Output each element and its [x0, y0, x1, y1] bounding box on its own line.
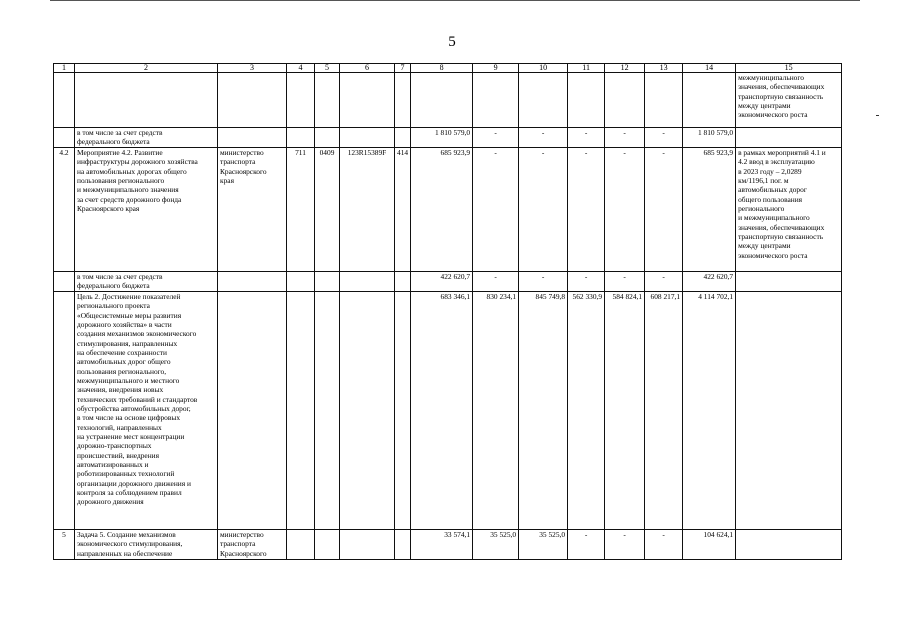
page-number: 5 — [448, 34, 456, 50]
code-cell — [315, 530, 340, 560]
amount-cell: - — [568, 530, 605, 560]
amount-cell: - — [519, 272, 568, 292]
amount-cell — [605, 73, 645, 128]
total-cell: 104 624,1 — [683, 530, 736, 560]
table-row — [54, 272, 842, 292]
description-cell — [75, 73, 218, 128]
amount-cell: 33 574,1 — [411, 530, 473, 560]
result-cell — [736, 530, 842, 560]
column-number: 10 — [519, 64, 568, 73]
amount-cell: 845 749,8 — [519, 292, 568, 530]
code-cell — [340, 272, 395, 292]
scan-artifact-mark — [876, 115, 879, 116]
row-number-cell — [54, 73, 75, 128]
code-cell — [315, 272, 340, 292]
column-number: 11 — [568, 64, 605, 73]
code-cell — [287, 272, 315, 292]
executor-cell — [218, 272, 287, 292]
amount-cell: 608 217,1 — [645, 292, 683, 530]
amount-cell: - — [568, 272, 605, 292]
amount-cell — [568, 73, 605, 128]
code-cell — [287, 530, 315, 560]
executor-cell: министерство транспорта Красноярского — [218, 530, 287, 560]
code-cell — [395, 530, 411, 560]
code-cell: 711 — [287, 148, 315, 272]
amount-cell: - — [645, 128, 683, 148]
column-number: 14 — [683, 64, 736, 73]
amount-cell — [411, 73, 473, 128]
amount-cell — [473, 73, 519, 128]
code-cell — [395, 128, 411, 148]
table-row — [54, 148, 842, 272]
column-number: 4 — [287, 64, 315, 73]
code-cell: 414 — [395, 148, 411, 272]
amount-cell: - — [645, 148, 683, 272]
column-number: 9 — [473, 64, 519, 73]
executor-cell — [218, 128, 287, 148]
column-number: 8 — [411, 64, 473, 73]
executor-cell — [218, 292, 287, 530]
amount-cell: 584 824,1 — [605, 292, 645, 530]
description-cell: в том числе за счет средств федерального бюджета — [75, 128, 218, 148]
program-activities-table — [53, 63, 842, 560]
column-number: 6 — [340, 64, 395, 73]
amount-cell: 830 234,1 — [473, 292, 519, 530]
total-cell: 4 114 702,1 — [683, 292, 736, 530]
amount-cell: 562 330,9 — [568, 292, 605, 530]
code-cell — [315, 292, 340, 530]
result-cell — [736, 128, 842, 148]
total-cell: 1 810 579,0 — [683, 128, 736, 148]
amount-cell: - — [519, 148, 568, 272]
amount-cell: - — [568, 148, 605, 272]
description-cell: Задача 5. Создание механизмов экономического стимулирования, направленных на обеспечение — [75, 530, 218, 560]
result-cell: межмуниципального значения, обеспечивающих транспортную связанность между центрами экономического роста — [736, 73, 842, 128]
column-number: 5 — [315, 64, 340, 73]
amount-cell: - — [519, 128, 568, 148]
amount-cell: - — [605, 272, 645, 292]
code-cell — [340, 128, 395, 148]
code-cell: 0409 — [315, 148, 340, 272]
code-cell — [287, 128, 315, 148]
total-cell: 685 923,9 — [683, 148, 736, 272]
amount-cell: - — [645, 272, 683, 292]
code-cell — [315, 128, 340, 148]
row-number-cell — [54, 272, 75, 292]
table-row — [54, 128, 842, 148]
result-cell — [736, 272, 842, 292]
code-cell: 123R15389F — [340, 148, 395, 272]
result-cell: в рамках мероприятий 4.1 и 4.2 ввод в эксплуатацию в 2023 году – 2,0289 км/1196,1 пог. м автомобильных дорог общего пользования регионального и межмуниципального значения, обеспечивающих транспортную связанность между центрами экономического роста — [736, 148, 842, 272]
amount-cell: 685 923,9 — [411, 148, 473, 272]
code-cell — [315, 73, 340, 128]
column-number-row — [54, 64, 842, 73]
column-number: 7 — [395, 64, 411, 73]
column-number: 3 — [218, 64, 287, 73]
amount-cell: - — [605, 128, 645, 148]
code-cell — [340, 292, 395, 530]
description-cell: в том числе за счет средств федерального бюджета — [75, 272, 218, 292]
executor-cell — [218, 73, 287, 128]
amount-cell — [645, 73, 683, 128]
column-number: 15 — [736, 64, 842, 73]
amount-cell: 1 810 579,0 — [411, 128, 473, 148]
amount-cell: - — [605, 530, 645, 560]
row-number-cell: 4.2 — [54, 148, 75, 272]
code-cell — [395, 292, 411, 530]
code-cell — [395, 272, 411, 292]
column-number: 2 — [75, 64, 218, 73]
amount-cell — [519, 73, 568, 128]
amount-cell: 422 620,7 — [411, 272, 473, 292]
column-number: 1 — [54, 64, 75, 73]
row-number-cell: 5 — [54, 530, 75, 560]
amount-cell: 35 525,0 — [473, 530, 519, 560]
total-cell: 422 620,7 — [683, 272, 736, 292]
executor-cell: министерство транспорта Красноярского края — [218, 148, 287, 272]
amount-cell: 35 525,0 — [519, 530, 568, 560]
column-number: 13 — [645, 64, 683, 73]
amount-cell: 683 346,1 — [411, 292, 473, 530]
total-cell — [683, 73, 736, 128]
table-row — [54, 530, 842, 560]
table-row — [54, 292, 842, 530]
code-cell — [395, 73, 411, 128]
table-row — [54, 73, 842, 128]
row-number-cell — [54, 292, 75, 530]
page-top-rule — [50, 0, 860, 1]
code-cell — [287, 292, 315, 530]
code-cell — [287, 73, 315, 128]
amount-cell: - — [473, 128, 519, 148]
code-cell — [340, 530, 395, 560]
result-cell — [736, 292, 842, 530]
description-cell: Цель 2. Достижение показателей регионального проекта «Общесистемные меры развития дорожного хозяйства» в части создания механизмов экономического стимулирования, направленных на обеспечение сохранности автомобильных дорог общего пользования регионального, межмуниципального и местного значения, внедрения новых технических требований и стандартов обустройства автомобильных дорог, в том числе на основе цифровых технологий, направленных на устранение мест концентрации дорожно-транспортных происшествий, внедрения автоматизированных и роботизированных технологий организации дорожного движения и контроля за соблюдением правил дорожного движения — [75, 292, 218, 530]
column-number: 12 — [605, 64, 645, 73]
amount-cell: - — [473, 272, 519, 292]
description-cell: Мероприятие 4.2. Развитие инфраструктуры дорожного хозяйства на автомобильных дорогах общего пользования регионального и межмуниципального значения за счет средств дорожного фонда Красноярского края — [75, 148, 218, 272]
amount-cell: - — [473, 148, 519, 272]
amount-cell: - — [605, 148, 645, 272]
row-number-cell — [54, 128, 75, 148]
code-cell — [340, 73, 395, 128]
amount-cell: - — [645, 530, 683, 560]
amount-cell: - — [568, 128, 605, 148]
